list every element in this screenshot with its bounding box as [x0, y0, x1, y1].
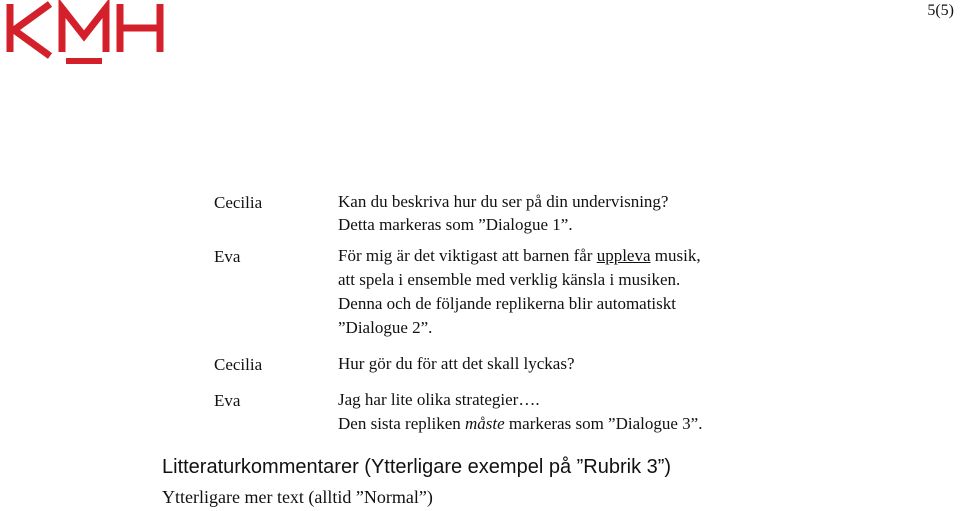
body-text: Ytterligare mer text (alltid ”Normal”)	[162, 487, 433, 507]
dialogue-line: Jag har lite olika strategier….	[338, 390, 540, 409]
page-number: 5(5)	[927, 2, 954, 19]
line-text: markeras som ”Dialogue 3”.	[504, 414, 703, 433]
italic-word: måste	[465, 414, 505, 433]
section-heading: Litteraturkommentarer (Ytterligare exempel på ”Rubrik 3”)	[162, 456, 672, 478]
underlined-word: uppleva	[596, 246, 651, 265]
line-text: Den sista repliken	[338, 414, 465, 433]
dialogue-line: Kan du beskriva hur du ser på din undervisning?	[338, 192, 669, 211]
dialogue-line: Detta markeras som ”Dialogue 1”.	[338, 215, 573, 234]
dialogue-line	[338, 412, 702, 436]
line-text: För mig är det viktigast att barnen får	[338, 246, 597, 265]
dialogue-line: att spela i ensemble med verklig känsla i musiken.	[338, 270, 681, 289]
speaker-cecilia: Cecilia	[214, 355, 263, 374]
speaker-cecilia: Cecilia	[214, 193, 263, 212]
dialogue-line: ”Dialogue 2”.	[338, 318, 433, 337]
dialogue-line: Hur gör du för att det skall lyckas?	[338, 354, 575, 373]
speaker-eva: Eva	[214, 391, 241, 410]
line-text: musik,	[650, 246, 701, 265]
kmh-logo	[6, 0, 166, 66]
speaker-eva: Eva	[214, 247, 241, 266]
dialogue-line	[338, 244, 701, 268]
dialogue-line: Denna och de följande replikerna blir automatiskt	[338, 294, 676, 313]
